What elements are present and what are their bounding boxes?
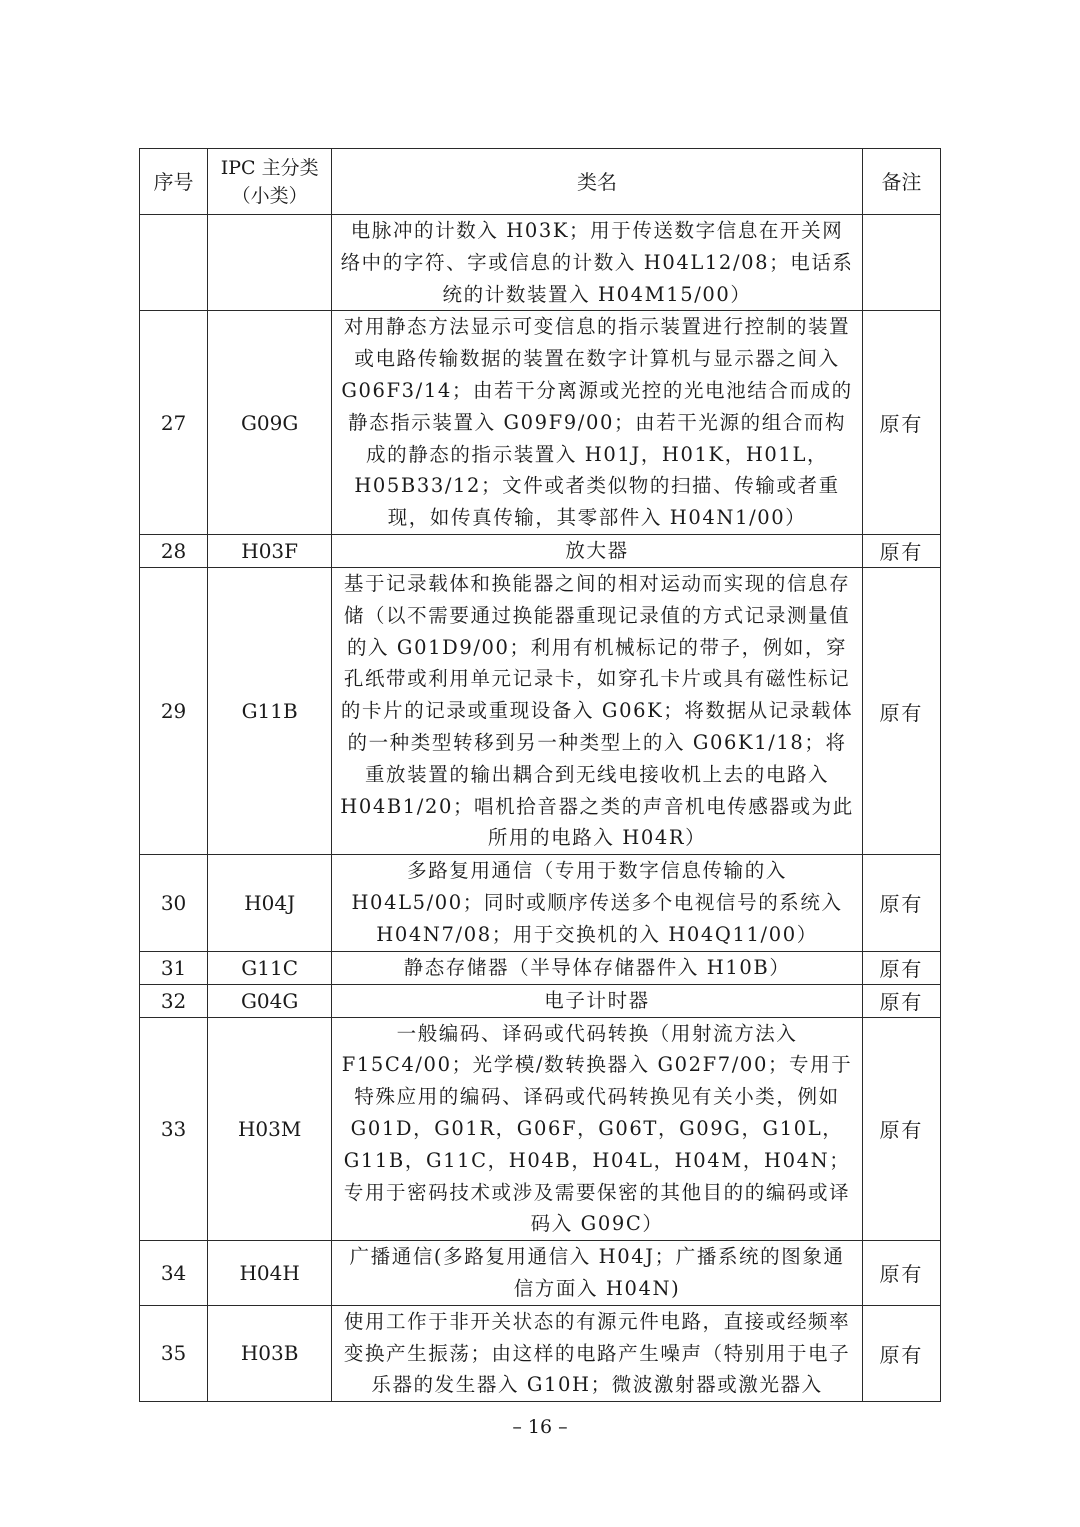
cell-seq: 34 [140, 1241, 208, 1306]
table-row [140, 1241, 941, 1306]
cell-note: 原有 [862, 1305, 940, 1401]
cell-seq: 29 [140, 567, 208, 854]
cell-ipc: H04H [208, 1241, 332, 1306]
header-ipc-line2: （小类） [231, 184, 308, 207]
table-header-row [140, 149, 941, 215]
cell-seq [140, 215, 208, 311]
cell-class-name [332, 1017, 863, 1241]
cell-note: 原有 [862, 951, 940, 984]
cell-seq: 28 [140, 534, 208, 567]
cell-note: 原有 [862, 984, 940, 1017]
class-name-text: 使用工作于非开关状态的有源元件电路，直接或经频率变换产生振荡；由这样的电路产生噪声（特别用于电子乐器的发生器入 G10H；微波激射器或激光器入 [343, 1309, 851, 1397]
table-row [140, 1305, 941, 1401]
cell-ipc: H03M [208, 1017, 332, 1241]
cell-note: 原有 [862, 855, 940, 951]
header-note: 备注 [862, 149, 940, 215]
table-row [140, 534, 941, 567]
cell-ipc: H03F [208, 534, 332, 567]
cell-class-name [332, 534, 863, 567]
class-name-text: 基于记录载体和换能器之间的相对运动而实现的信息存储（以不需要通过换能器重现记录值的方式记录测量值的入 G01D9/00；利用有机械标记的带子，例如，穿孔纸带或利用单元记录卡，如穿孔卡片或具有磁性标记的卡片的记录或重现设备入 G06K；将数据从记录载体的一种类型转移到另一种类型上的入 G06K1/18；将重放装置的输出耦合到无线电接收机上去的电路入 H04B1/20；唱机拾音器之类的声音机电传感器或为此所用的电路入 H04R） [340, 571, 854, 850]
class-name-text: 电子计时器 [544, 988, 650, 1012]
cell-note [862, 215, 940, 311]
class-name-text: 放大器 [565, 539, 629, 563]
cell-ipc: G11C [208, 951, 332, 984]
cell-seq: 31 [140, 951, 208, 984]
cell-note: 原有 [862, 1241, 940, 1306]
table-row [140, 567, 941, 854]
table-row [140, 311, 941, 535]
cell-class-name [332, 1241, 863, 1306]
cell-ipc: G11B [208, 567, 332, 854]
cell-ipc: H04J [208, 855, 332, 951]
cell-class-name [332, 215, 863, 311]
header-ipc-line1: IPC 主分类 [220, 156, 319, 179]
table-row [140, 984, 941, 1017]
cell-note: 原有 [862, 567, 940, 854]
header-seq: 序号 [140, 149, 208, 215]
class-name-text: 多路复用通信（专用于数字信息传输的入 H04L5/00；同时或顺序传送多个电视信号的系统入 H04N7/08；用于交换机的入 H04Q11/00） [351, 859, 843, 946]
class-name-text: 广播通信(多路复用通信入 H04J；广播系统的图象通信方面入 H04N) [349, 1245, 845, 1300]
cell-seq: 27 [140, 311, 208, 535]
cell-class-name [332, 1305, 863, 1401]
cell-class-name [332, 311, 863, 535]
cell-ipc: G04G [208, 984, 332, 1017]
class-name-text: 静态存储器（半导体存储器件入 H10B） [403, 955, 791, 979]
cell-note: 原有 [862, 534, 940, 567]
cell-ipc: H03B [208, 1305, 332, 1401]
cell-class-name [332, 951, 863, 984]
table-row [140, 855, 941, 951]
class-name-text: 对用静态方法显示可变信息的指示装置进行控制的装置或电路传输数据的装置在数字计算机与显示器之间入 G06F3/14；由若干分离源或光控的光电池结合而成的静态指示装置入 G09F9/00；由若干光源的组合而构成的静态的指示装置入 H01J，H01K，H01L，H05B33/12；文件或者类似物的扫描、传输或者重现，如传真传输，其零部件入 H04N1/00） [341, 315, 853, 530]
class-name-text: 一般编码、译码或代码转换（用射流方法入 F15C4/00；光学模/数转换器入 G02F7/00；专用于特殊应用的编码、译码或代码转换见有关小类，例如 G01D，G01R，G06F，G06T，G09G，G10L，G11B，G11C，H04B，H04L，H04M，H04N；专用于密码技术或涉及需要保密的其他目的的编码或译码入 G09C） [341, 1021, 853, 1236]
cell-class-name [332, 567, 863, 854]
cell-class-name [332, 984, 863, 1017]
cell-seq: 32 [140, 984, 208, 1017]
cell-class-name [332, 855, 863, 951]
cell-note: 原有 [862, 1017, 940, 1241]
cell-ipc: G09G [208, 311, 332, 535]
page-number: – 16 – [512, 1416, 568, 1438]
cell-note: 原有 [862, 311, 940, 535]
cell-seq: 35 [140, 1305, 208, 1401]
table-row [140, 951, 941, 984]
cell-seq: 30 [140, 855, 208, 951]
header-ipc-class [208, 149, 332, 215]
table-row [140, 215, 941, 311]
header-class-name: 类名 [332, 149, 863, 215]
ipc-classification-table [139, 148, 941, 1402]
table-row [140, 1017, 941, 1241]
cell-ipc [208, 215, 332, 311]
cell-seq: 33 [140, 1017, 208, 1241]
class-name-text: 电脉冲的计数入 H03K；用于传送数字信息在开关网络中的字符、字或信息的计数入 H04L12/08；电话系统的计数装置入 H04M15/00） [340, 219, 854, 306]
